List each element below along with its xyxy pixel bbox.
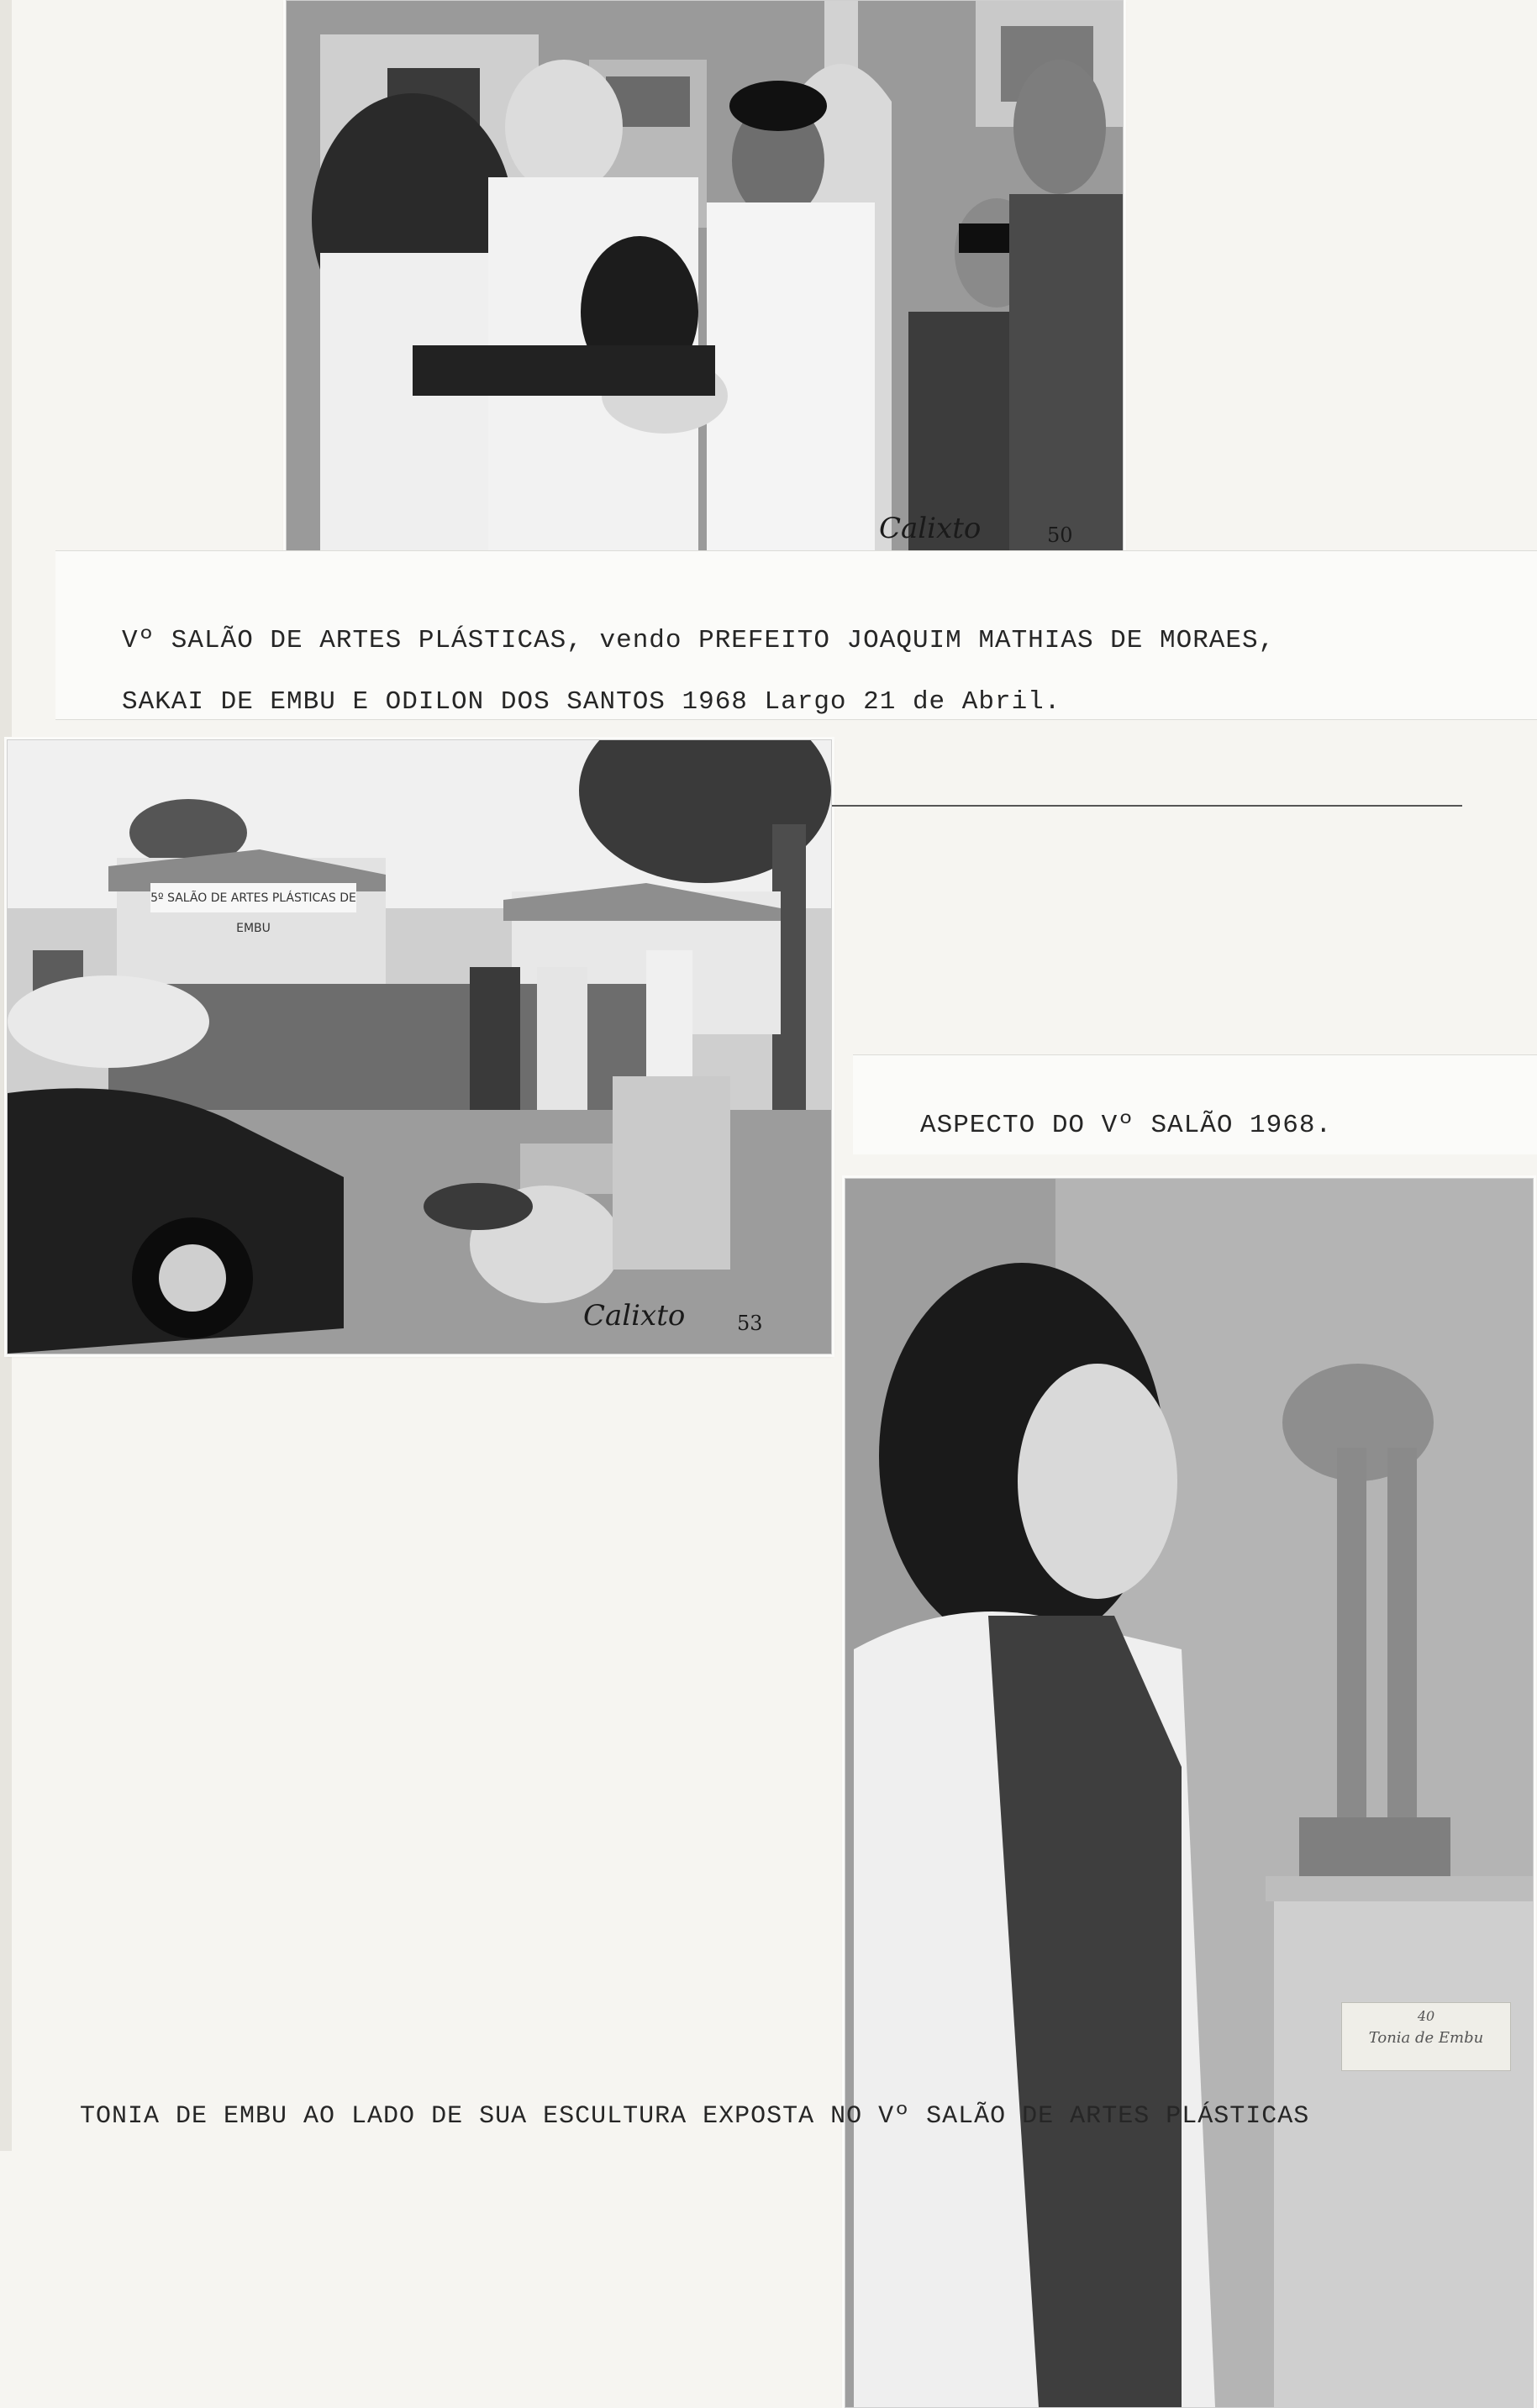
photo-tonia-sculpture xyxy=(845,1178,1534,2408)
sculpture-label-number: 40 xyxy=(1417,2008,1435,2024)
caption-1-line-2: SAKAI DE EMBU E ODILON DOS SANTOS 1968 Largo 21 de Abril. xyxy=(122,687,1061,717)
photo-2-signature: Calixto xyxy=(583,1299,686,1333)
caption-1-line-1: Vº SALÃO DE ARTES PLÁSTICAS, vendo PREFEITO JOAQUIM MATHIAS DE MORAES, xyxy=(122,626,1276,655)
photo-2-banner: 5º SALÃO DE ARTES PLÁSTICAS DE EMBU xyxy=(150,891,356,935)
caption-2: ASPECTO DO Vº SALÃO 1968. xyxy=(920,1111,1333,1140)
photo-1-number: 50 xyxy=(1047,523,1073,547)
photo-tonia-sculpture-image xyxy=(845,1179,1533,2407)
photo-exhibition-opening xyxy=(286,0,1124,556)
caption-2-rule xyxy=(832,805,1462,807)
photo-exhibition-opening-image xyxy=(287,1,1123,555)
sculpture-label-name: Tonia de Embu xyxy=(1368,2029,1484,2047)
photo-salon-street-scene xyxy=(7,739,832,1354)
caption-3: TONIA DE EMBU AO LADO DE SUA ESCULTURA EXPOSTA NO Vº SALÃO DE ARTES PLÁSTICAS xyxy=(80,2102,1310,2131)
sculpture-label-card xyxy=(1341,2002,1511,2071)
photo-salon-street-scene-image xyxy=(8,740,831,1354)
photo-1-signature: Calixto xyxy=(879,512,982,545)
photo-2-number: 53 xyxy=(737,1312,763,1335)
